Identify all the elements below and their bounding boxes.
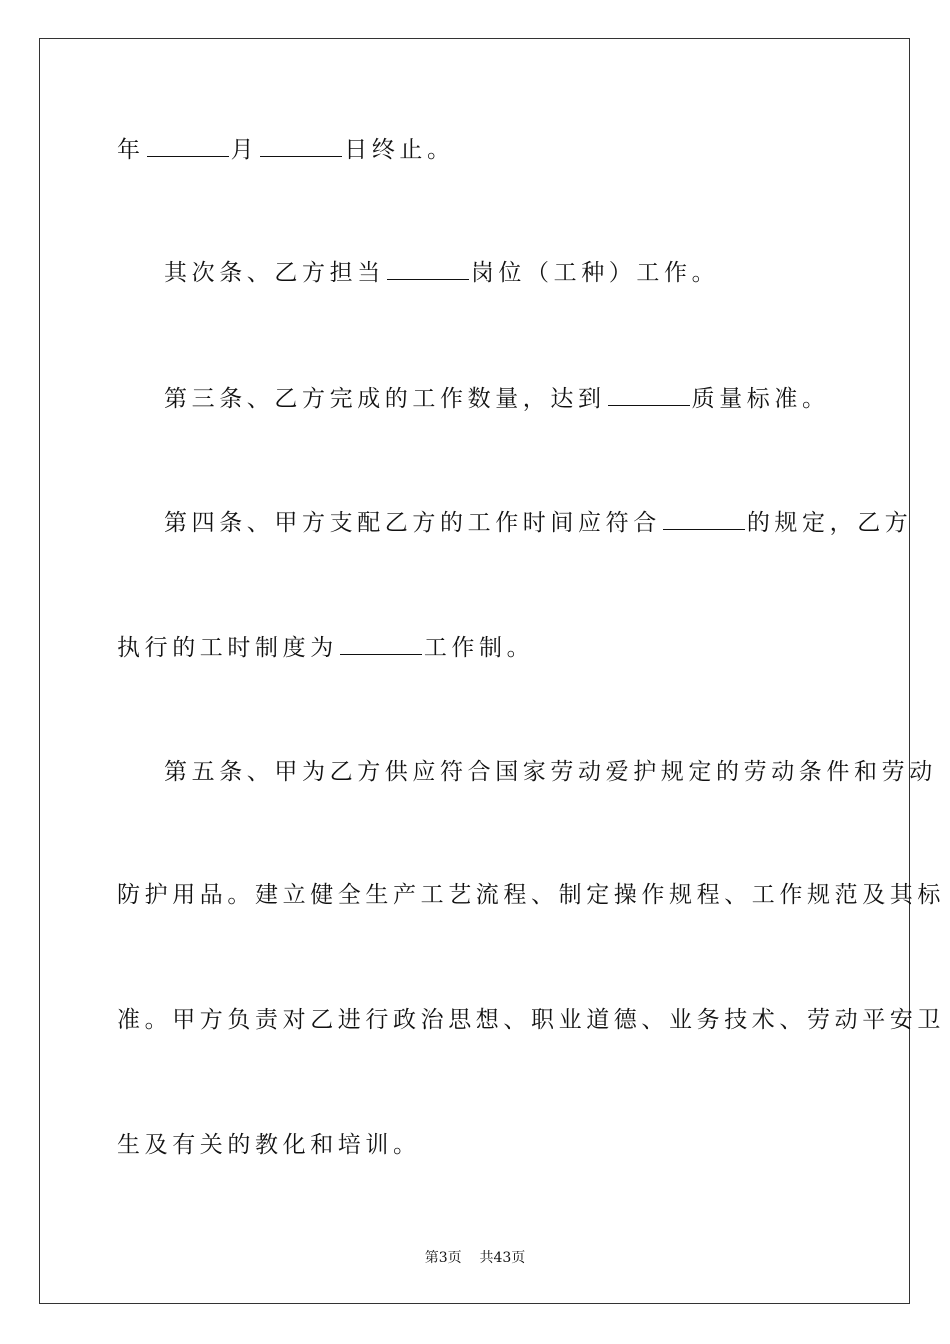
text-line-9: 生及有关的教化和培训。	[117, 1132, 421, 1158]
text-line-2: 其次条、乙方担当 岗位（工种）工作。	[164, 260, 720, 286]
fill-blank	[387, 259, 469, 280]
text-line-5: 执行的工时制度为 工作制。	[117, 635, 535, 661]
text-line-8: 准。甲方负责对乙进行政治思想、职业道德、业务技术、劳动平安卫	[117, 1007, 945, 1033]
text-line-4: 第四条、甲方支配乙方的工作时间应符合 的规定，乙方	[164, 510, 913, 536]
page-number: 第3页	[424, 1250, 462, 1266]
text-line-6: 第五条、甲为乙方供应符合国家劳动爱护规定的劳动条件和劳动	[164, 759, 937, 785]
page-frame	[39, 38, 945, 1304]
fill-blank	[147, 136, 229, 157]
text-line-3: 第三条、乙方完成的工作数量，达到 质量标准。	[164, 386, 830, 412]
text-line-7: 防护用品。建立健全生产工艺流程、制定操作规程、工作规范及其标	[117, 882, 945, 908]
page-footer	[0, 1247, 950, 1267]
text-line-1: 年 月 日终止。	[117, 137, 455, 163]
fill-blank	[663, 509, 745, 530]
page-total: 共43页	[479, 1250, 526, 1266]
fill-blank	[340, 634, 422, 655]
fill-blank	[260, 136, 342, 157]
fill-blank	[608, 385, 690, 406]
